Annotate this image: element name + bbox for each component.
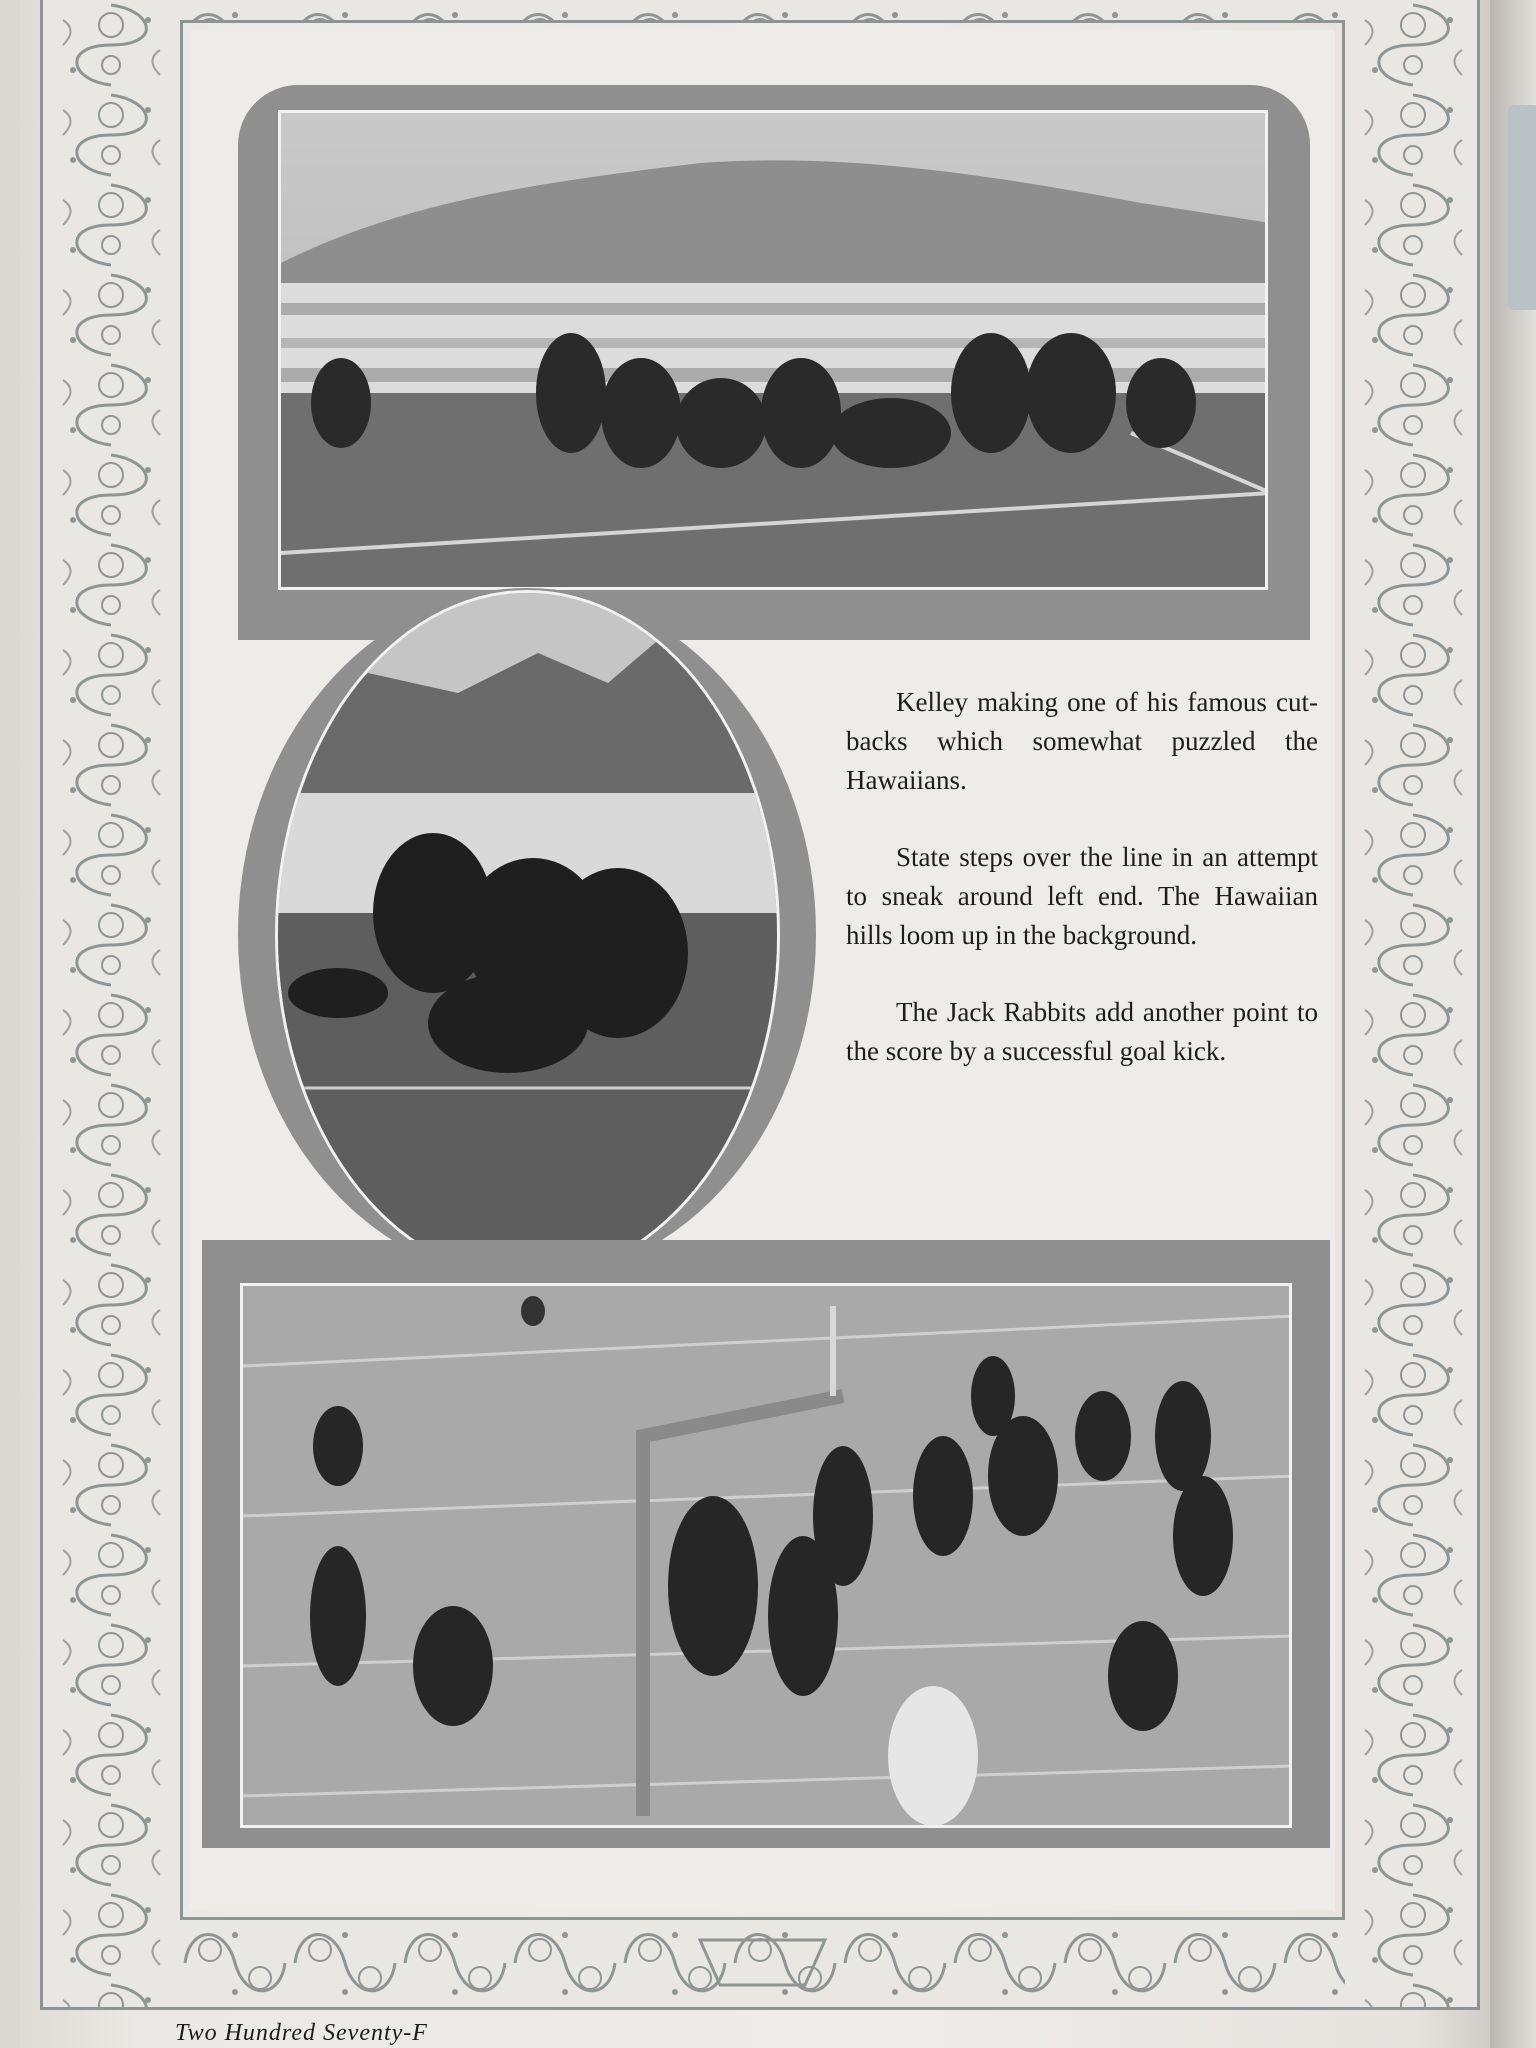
left-ornament-band bbox=[43, 0, 180, 2007]
top-photo bbox=[278, 110, 1268, 590]
caption-state-steps: State steps over the line in an attempt to sneak around left end. The Hawaiian hills loom up in the background. bbox=[846, 842, 1318, 950]
bottom-photo bbox=[240, 1283, 1292, 1828]
caption-kelley: Kelley making one of his famous cut-backs which somewhat puzzled the Hawaiians. bbox=[846, 687, 1318, 795]
right-ornament-band bbox=[1345, 0, 1477, 2007]
oval-photo bbox=[275, 590, 780, 1280]
page-footer: Two Hundred Seventy-F bbox=[175, 2020, 428, 2046]
top-ornament-band bbox=[180, 0, 1345, 20]
page-tab bbox=[1508, 105, 1536, 310]
bottom-ornament-band bbox=[180, 1920, 1345, 2007]
caption-jack-rabbits: The Jack Rabbits add another point to the score by a successful goal kick. bbox=[846, 997, 1318, 1066]
caption-column bbox=[846, 683, 1318, 1109]
